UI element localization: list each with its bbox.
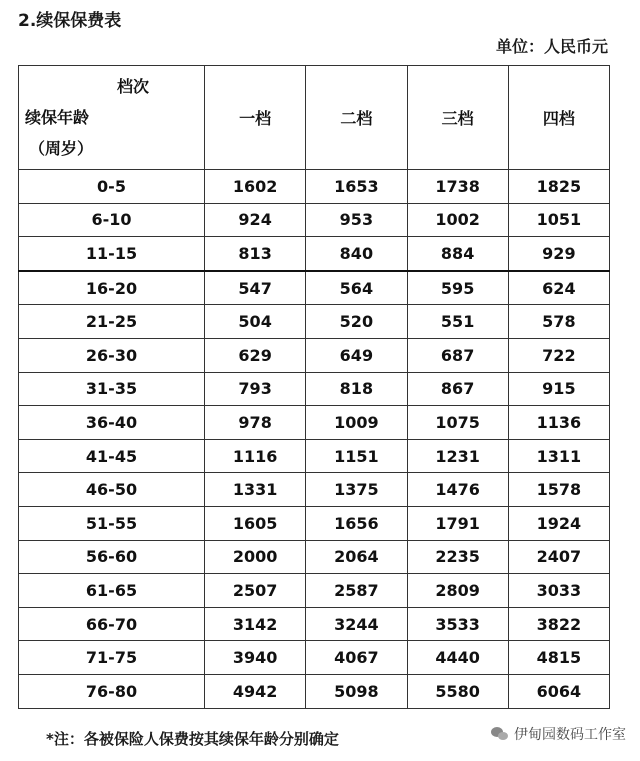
header-corner-cell xyxy=(19,66,205,170)
page-title: 2.续保保费表 xyxy=(18,11,122,31)
premium-cell-tier-1: 547 xyxy=(205,271,306,305)
premium-cell-tier-3: 1075 xyxy=(407,406,508,440)
age-range-cell: 46-50 xyxy=(19,473,205,507)
table-row xyxy=(19,372,610,406)
premium-cell-tier-4: 3822 xyxy=(508,607,609,641)
premium-cell-tier-4: 624 xyxy=(508,271,609,305)
premium-cell-tier-3: 2235 xyxy=(407,540,508,574)
premium-cell-tier-2: 2587 xyxy=(306,574,407,608)
corner-age-label: 续保年龄 xyxy=(25,108,90,127)
premium-cell-tier-3: 551 xyxy=(407,305,508,339)
premium-cell-tier-1: 1605 xyxy=(205,506,306,540)
table-row xyxy=(19,170,610,204)
premium-cell-tier-1: 504 xyxy=(205,305,306,339)
premium-cell-tier-1: 2507 xyxy=(205,574,306,608)
premium-cell-tier-3: 687 xyxy=(407,338,508,372)
table-row xyxy=(19,305,610,339)
table-row xyxy=(19,506,610,540)
premium-cell-tier-1: 3142 xyxy=(205,607,306,641)
age-range-cell: 76-80 xyxy=(19,674,205,708)
premium-cell-tier-4: 6064 xyxy=(508,674,609,708)
premium-cell-tier-3: 1476 xyxy=(407,473,508,507)
premium-cell-tier-2: 520 xyxy=(306,305,407,339)
header-tier-1: 一档 xyxy=(205,66,306,170)
premium-cell-tier-3: 867 xyxy=(407,372,508,406)
premium-cell-tier-1: 978 xyxy=(205,406,306,440)
premium-cell-tier-1: 1602 xyxy=(205,170,306,204)
premium-cell-tier-2: 953 xyxy=(306,203,407,237)
premium-cell-tier-3: 1002 xyxy=(407,203,508,237)
premium-cell-tier-4: 915 xyxy=(508,372,609,406)
premium-cell-tier-4: 1825 xyxy=(508,170,609,204)
table-row xyxy=(19,338,610,372)
premium-cell-tier-3: 3533 xyxy=(407,607,508,641)
premium-cell-tier-2: 1151 xyxy=(306,439,407,473)
age-range-cell: 66-70 xyxy=(19,607,205,641)
renewal-premium-table xyxy=(18,65,610,709)
table-row xyxy=(19,641,610,675)
premium-cell-tier-4: 1924 xyxy=(508,506,609,540)
premium-cell-tier-2: 2064 xyxy=(306,540,407,574)
premium-cell-tier-3: 1791 xyxy=(407,506,508,540)
premium-cell-tier-4: 1136 xyxy=(508,406,609,440)
age-range-cell: 26-30 xyxy=(19,338,205,372)
premium-cell-tier-4: 1578 xyxy=(508,473,609,507)
premium-cell-tier-3: 595 xyxy=(407,271,508,305)
table-body xyxy=(19,170,610,709)
table-row xyxy=(19,203,610,237)
premium-cell-tier-1: 2000 xyxy=(205,540,306,574)
table-row xyxy=(19,540,610,574)
header-tier-4: 四档 xyxy=(508,66,609,170)
premium-cell-tier-1: 3940 xyxy=(205,641,306,675)
table-row xyxy=(19,674,610,708)
premium-cell-tier-3: 5580 xyxy=(407,674,508,708)
premium-cell-tier-1: 1116 xyxy=(205,439,306,473)
watermark-text: 伊甸园数码工作室 xyxy=(514,727,626,743)
age-range-cell: 21-25 xyxy=(19,305,205,339)
table-header-row xyxy=(19,66,610,170)
age-range-cell: 16-20 xyxy=(19,271,205,305)
age-range-cell: 11-15 xyxy=(19,237,205,271)
age-range-cell: 41-45 xyxy=(19,439,205,473)
premium-cell-tier-4: 1311 xyxy=(508,439,609,473)
premium-cell-tier-3: 1231 xyxy=(407,439,508,473)
table-row xyxy=(19,574,610,608)
footnote: *注：各被保险人保费按其续保年龄分别确定 xyxy=(46,730,339,748)
premium-cell-tier-2: 1009 xyxy=(306,406,407,440)
premium-cell-tier-1: 1331 xyxy=(205,473,306,507)
premium-cell-tier-2: 1656 xyxy=(306,506,407,540)
header-tier-2: 二档 xyxy=(306,66,407,170)
premium-cell-tier-4: 2407 xyxy=(508,540,609,574)
unit-label: 单位：人民币元 xyxy=(495,37,608,56)
premium-cell-tier-4: 3033 xyxy=(508,574,609,608)
age-range-cell: 31-35 xyxy=(19,372,205,406)
table-row xyxy=(19,271,610,305)
premium-cell-tier-4: 929 xyxy=(508,237,609,271)
premium-cell-tier-1: 813 xyxy=(205,237,306,271)
premium-cell-tier-1: 4942 xyxy=(205,674,306,708)
premium-cell-tier-2: 3244 xyxy=(306,607,407,641)
table-row xyxy=(19,607,610,641)
premium-cell-tier-1: 793 xyxy=(205,372,306,406)
premium-cell-tier-3: 884 xyxy=(407,237,508,271)
table-row xyxy=(19,406,610,440)
premium-cell-tier-3: 2809 xyxy=(407,574,508,608)
corner-unit-label: （周岁） xyxy=(29,139,94,158)
wechat-icon xyxy=(491,727,509,741)
premium-cell-tier-2: 1653 xyxy=(306,170,407,204)
premium-cell-tier-1: 629 xyxy=(205,338,306,372)
premium-cell-tier-2: 5098 xyxy=(306,674,407,708)
premium-cell-tier-3: 1738 xyxy=(407,170,508,204)
premium-cell-tier-3: 4440 xyxy=(407,641,508,675)
age-range-cell: 61-65 xyxy=(19,574,205,608)
premium-cell-tier-2: 818 xyxy=(306,372,407,406)
premium-cell-tier-2: 4067 xyxy=(306,641,407,675)
age-range-cell: 51-55 xyxy=(19,506,205,540)
premium-cell-tier-2: 840 xyxy=(306,237,407,271)
premium-cell-tier-1: 924 xyxy=(205,203,306,237)
watermark xyxy=(491,724,626,744)
table-row xyxy=(19,473,610,507)
age-range-cell: 71-75 xyxy=(19,641,205,675)
age-range-cell: 36-40 xyxy=(19,406,205,440)
header-tier-3: 三档 xyxy=(407,66,508,170)
age-range-cell: 6-10 xyxy=(19,203,205,237)
premium-cell-tier-2: 649 xyxy=(306,338,407,372)
premium-cell-tier-4: 722 xyxy=(508,338,609,372)
age-range-cell: 0-5 xyxy=(19,170,205,204)
table-row xyxy=(19,439,610,473)
corner-tier-label: 档次 xyxy=(117,77,150,96)
table-row xyxy=(19,237,610,271)
premium-cell-tier-2: 1375 xyxy=(306,473,407,507)
premium-cell-tier-4: 4815 xyxy=(508,641,609,675)
premium-cell-tier-4: 578 xyxy=(508,305,609,339)
premium-cell-tier-4: 1051 xyxy=(508,203,609,237)
premium-cell-tier-2: 564 xyxy=(306,271,407,305)
age-range-cell: 56-60 xyxy=(19,540,205,574)
